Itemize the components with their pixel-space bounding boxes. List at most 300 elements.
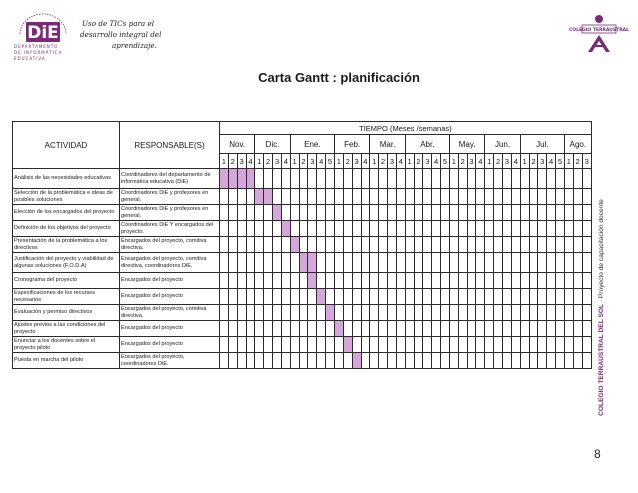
week-number: 1 [405, 154, 414, 169]
gantt-cell [255, 337, 264, 353]
gantt-cell [388, 253, 397, 273]
gantt-cell [396, 273, 405, 289]
gantt-cell [476, 221, 485, 237]
gantt-cell [485, 353, 494, 369]
gantt-cell [511, 221, 520, 237]
gantt-cell [556, 305, 565, 321]
gantt-cell [405, 189, 414, 205]
gantt-cell [290, 337, 299, 353]
gantt-cell [485, 169, 494, 189]
activity-cell: Enunciar a los docentes sobre el proyecto piloto [13, 337, 120, 353]
gantt-cell [343, 353, 352, 369]
gantt-bar-cell [343, 337, 352, 353]
gantt-header-row-1 [13, 122, 592, 135]
gantt-cell [441, 353, 450, 369]
gantt-cell [255, 221, 264, 237]
gantt-cell [326, 237, 335, 253]
week-number: 3 [538, 154, 547, 169]
gantt-cell [564, 189, 573, 205]
gantt-cell [538, 305, 547, 321]
gantt-table [12, 121, 592, 369]
gantt-cell [273, 253, 282, 273]
side-label-school: COLEGIO TERRAUSTRAL DEL SOL [597, 303, 605, 416]
gantt-cell [246, 353, 255, 369]
gantt-cell [220, 221, 229, 237]
gantt-row [13, 273, 592, 289]
gantt-cell [237, 189, 246, 205]
school-logo-text: COLEGIO TERRAUSTRAL [568, 28, 630, 33]
gantt-bar-cell [317, 289, 326, 305]
gantt-cell [317, 169, 326, 189]
gantt-cell [299, 169, 308, 189]
page-number: 8 [594, 447, 601, 461]
gantt-cell [467, 353, 476, 369]
responsible-cell: Encargados del proyecto, comitiva directiva, coordinadores DiE. [120, 253, 220, 273]
gantt-cell [281, 169, 290, 189]
gantt-cell [441, 253, 450, 273]
gantt-cell [308, 221, 317, 237]
activity-cell: Especificaciones de los recursos necesarios [13, 289, 120, 305]
gantt-cell [476, 273, 485, 289]
week-number: 4 [361, 154, 370, 169]
gantt-cell [494, 237, 503, 253]
gantt-cell [246, 273, 255, 289]
gantt-cell [485, 273, 494, 289]
gantt-cell [264, 253, 273, 273]
gantt-cell [485, 237, 494, 253]
gantt-cell [449, 189, 458, 205]
gantt-cell [582, 337, 591, 353]
gantt-cell [273, 289, 282, 305]
gantt-cell [494, 305, 503, 321]
gantt-cell [405, 337, 414, 353]
gantt-cell [511, 337, 520, 353]
gantt-cell [414, 337, 423, 353]
gantt-cell [432, 289, 441, 305]
gantt-cell [441, 305, 450, 321]
week-number: 3 [352, 154, 361, 169]
gantt-cell [529, 237, 538, 253]
gantt-cell [343, 189, 352, 205]
gantt-cell [582, 305, 591, 321]
gantt-cell [352, 221, 361, 237]
gantt-cell [273, 169, 282, 189]
gantt-cell [405, 321, 414, 337]
month-header: Jul. [520, 135, 564, 154]
gantt-cell [467, 337, 476, 353]
gantt-cell [361, 321, 370, 337]
gantt-cell [317, 189, 326, 205]
gantt-cell [520, 189, 529, 205]
week-number: 2 [299, 154, 308, 169]
side-label-project: · Proyecto de capacitación docente [597, 198, 605, 302]
gantt-cell [529, 221, 538, 237]
gantt-cell [467, 321, 476, 337]
gantt-cell [432, 169, 441, 189]
gantt-cell [467, 305, 476, 321]
gantt-cell [290, 305, 299, 321]
gantt-cell [494, 337, 503, 353]
week-number: 2 [494, 154, 503, 169]
gantt-cell [494, 189, 503, 205]
gantt-cell [255, 353, 264, 369]
gantt-cell [334, 305, 343, 321]
gantt-cell [273, 305, 282, 321]
gantt-cell [396, 353, 405, 369]
gantt-cell [582, 237, 591, 253]
gantt-cell [520, 353, 529, 369]
gantt-cell [503, 205, 512, 221]
week-number: 3 [273, 154, 282, 169]
month-header: Nov. [220, 135, 255, 154]
gantt-cell [414, 237, 423, 253]
gantt-cell [388, 189, 397, 205]
time-header: TIEMPO (Meses /semanas) [220, 122, 592, 135]
gantt-cell [352, 273, 361, 289]
gantt-cell [405, 289, 414, 305]
gantt-cell [556, 221, 565, 237]
gantt-bar-cell [246, 169, 255, 189]
gantt-cell [503, 337, 512, 353]
gantt-cell [308, 305, 317, 321]
gantt-cell [220, 321, 229, 337]
month-header: May. [449, 135, 484, 154]
gantt-cell [485, 321, 494, 337]
gantt-cell [388, 289, 397, 305]
week-number: 4 [281, 154, 290, 169]
gantt-cell [467, 253, 476, 273]
activity-header: ACTIVIDAD [13, 122, 120, 169]
gantt-cell [237, 237, 246, 253]
gantt-cell [538, 337, 547, 353]
gantt-cell [299, 205, 308, 221]
gantt-bar-cell [273, 205, 282, 221]
gantt-cell [573, 305, 582, 321]
gantt-cell [379, 221, 388, 237]
gantt-cell [511, 305, 520, 321]
gantt-cell [388, 321, 397, 337]
gantt-cell [538, 273, 547, 289]
gantt-cell [547, 337, 556, 353]
week-number: 2 [379, 154, 388, 169]
gantt-cell [308, 189, 317, 205]
gantt-cell [290, 189, 299, 205]
gantt-cell [396, 321, 405, 337]
gantt-cell [458, 237, 467, 253]
logo-sub-line-3: EDUCATIVA [14, 56, 46, 61]
responsible-cell: Coordinadores DiE y profesores en general. [120, 189, 220, 205]
gantt-bar-cell [228, 169, 237, 189]
gantt-bar-cell [264, 189, 273, 205]
gantt-cell [370, 273, 379, 289]
gantt-cell [556, 337, 565, 353]
week-number: 3 [582, 154, 591, 169]
gantt-cell [573, 253, 582, 273]
gantt-cell [220, 337, 229, 353]
logo-text: DiE [27, 23, 59, 43]
gantt-row [13, 237, 592, 253]
gantt-cell [556, 169, 565, 189]
gantt-cell [573, 289, 582, 305]
gantt-cell [458, 189, 467, 205]
gantt-cell [255, 289, 264, 305]
gantt-cell [326, 221, 335, 237]
week-number: 1 [220, 154, 229, 169]
gantt-cell [379, 289, 388, 305]
week-number: 3 [467, 154, 476, 169]
gantt-cell [334, 253, 343, 273]
month-header: Ene. [290, 135, 334, 154]
gantt-cell [228, 237, 237, 253]
gantt-cell [414, 289, 423, 305]
activity-cell: Elección de los encargados del proyecto [13, 205, 120, 221]
gantt-cell [317, 273, 326, 289]
week-number: 4 [246, 154, 255, 169]
week-number: 1 [449, 154, 458, 169]
gantt-cell [432, 305, 441, 321]
gantt-cell [388, 221, 397, 237]
week-number: 2 [529, 154, 538, 169]
gantt-cell [441, 289, 450, 305]
responsible-cell: Encargados del proyecto [120, 273, 220, 289]
gantt-cell [228, 337, 237, 353]
gantt-cell [547, 321, 556, 337]
gantt-cell [449, 321, 458, 337]
gantt-cell [237, 305, 246, 321]
gantt-cell [467, 221, 476, 237]
activity-cell: Análisis de las necesidades educativas [13, 169, 120, 189]
gantt-cell [520, 289, 529, 305]
gantt-cell [458, 273, 467, 289]
gantt-cell [449, 353, 458, 369]
motto-line: aprendizaje. [112, 41, 157, 50]
gantt-bar-cell [308, 273, 317, 289]
gantt-cell [538, 321, 547, 337]
gantt-cell [503, 221, 512, 237]
gantt-cell [511, 321, 520, 337]
gantt-cell [573, 221, 582, 237]
gantt-cell [228, 353, 237, 369]
gantt-cell [414, 253, 423, 273]
gantt-cell [538, 353, 547, 369]
week-number: 2 [414, 154, 423, 169]
gantt-cell [388, 273, 397, 289]
gantt-cell [334, 273, 343, 289]
gantt-cell [441, 337, 450, 353]
gantt-cell [432, 189, 441, 205]
gantt-cell [273, 189, 282, 205]
week-number: 3 [308, 154, 317, 169]
gantt-cell [547, 305, 556, 321]
gantt-cell [538, 253, 547, 273]
gantt-cell [237, 253, 246, 273]
gantt-cell [405, 221, 414, 237]
gantt-cell [388, 169, 397, 189]
gantt-cell [228, 321, 237, 337]
gantt-cell [334, 337, 343, 353]
week-number: 1 [485, 154, 494, 169]
week-number: 4 [547, 154, 556, 169]
responsible-cell: Encargados del proyecto [120, 321, 220, 337]
gantt-cell [449, 205, 458, 221]
responsible-cell: Coordinadores DiE y profesores en general. [120, 205, 220, 221]
gantt-bar-cell [255, 189, 264, 205]
week-number: 1 [290, 154, 299, 169]
gantt-cell [458, 205, 467, 221]
gantt-cell [511, 237, 520, 253]
gantt-cell [511, 169, 520, 189]
gantt-cell [361, 189, 370, 205]
gantt-cell [255, 237, 264, 253]
gantt-cell [573, 237, 582, 253]
gantt-cell [246, 337, 255, 353]
gantt-cell [423, 189, 432, 205]
gantt-cell [441, 221, 450, 237]
gantt-cell [582, 205, 591, 221]
activity-cell: Evaluación y permiso directivos [13, 305, 120, 321]
gantt-cell [343, 205, 352, 221]
gantt-cell [396, 221, 405, 237]
week-number: 2 [264, 154, 273, 169]
gantt-cell [414, 321, 423, 337]
gantt-cell [326, 205, 335, 221]
gantt-cell [582, 169, 591, 189]
gantt-cell [503, 305, 512, 321]
gantt-cell [308, 237, 317, 253]
gantt-cell [414, 353, 423, 369]
gantt-cell [432, 337, 441, 353]
gantt-cell [405, 169, 414, 189]
gantt-cell [220, 205, 229, 221]
gantt-cell [511, 273, 520, 289]
gantt-cell [494, 221, 503, 237]
gantt-cell [458, 169, 467, 189]
gantt-cell [396, 189, 405, 205]
gantt-cell [520, 237, 529, 253]
gantt-cell [308, 289, 317, 305]
week-number: 2 [343, 154, 352, 169]
gantt-cell [564, 205, 573, 221]
gantt-cell [379, 253, 388, 273]
gantt-cell [326, 337, 335, 353]
gantt-cell [405, 273, 414, 289]
gantt-cell [281, 305, 290, 321]
gantt-cell [564, 253, 573, 273]
gantt-cell [273, 353, 282, 369]
gantt-cell [352, 321, 361, 337]
gantt-cell [281, 337, 290, 353]
gantt-cell [281, 189, 290, 205]
month-header: Mar. [370, 135, 405, 154]
gantt-cell [379, 337, 388, 353]
gantt-cell [326, 321, 335, 337]
gantt-cell [547, 205, 556, 221]
gantt-cell [529, 337, 538, 353]
gantt-cell [449, 221, 458, 237]
gantt-cell [503, 289, 512, 305]
gantt-cell [370, 289, 379, 305]
gantt-cell [370, 253, 379, 273]
gantt-cell [370, 337, 379, 353]
gantt-cell [246, 237, 255, 253]
gantt-cell [281, 289, 290, 305]
gantt-cell [582, 321, 591, 337]
gantt-cell [458, 337, 467, 353]
gantt-cell [529, 253, 538, 273]
activity-cell: Ajustes previos a las condiciones del proyecto [13, 321, 120, 337]
week-number: 3 [503, 154, 512, 169]
gantt-cell [396, 253, 405, 273]
gantt-cell [449, 273, 458, 289]
gantt-cell [458, 253, 467, 273]
gantt-cell [361, 353, 370, 369]
gantt-cell [423, 273, 432, 289]
gantt-cell [476, 253, 485, 273]
gantt-cell [361, 237, 370, 253]
gantt-cell [441, 321, 450, 337]
gantt-cell [423, 253, 432, 273]
gantt-cell [308, 337, 317, 353]
gantt-cell [582, 253, 591, 273]
gantt-cell [432, 205, 441, 221]
gantt-cell [467, 189, 476, 205]
gantt-cell [476, 169, 485, 189]
gantt-bar-cell [237, 169, 246, 189]
week-number: 1 [334, 154, 343, 169]
gantt-row [13, 321, 592, 337]
gantt-cell [476, 237, 485, 253]
gantt-cell [273, 237, 282, 253]
gantt-cell [326, 353, 335, 369]
gantt-cell [573, 353, 582, 369]
gantt-cell [396, 289, 405, 305]
gantt-cell [379, 169, 388, 189]
gantt-cell [264, 305, 273, 321]
gantt-cell [564, 305, 573, 321]
gantt-cell [299, 221, 308, 237]
gantt-cell [343, 289, 352, 305]
gantt-cell [396, 237, 405, 253]
gantt-cell [423, 205, 432, 221]
gantt-cell [503, 273, 512, 289]
gantt-cell [220, 289, 229, 305]
gantt-cell [503, 253, 512, 273]
week-number: 5 [326, 154, 335, 169]
gantt-row [13, 305, 592, 321]
gantt-cell [467, 205, 476, 221]
gantt-cell [379, 237, 388, 253]
gantt-cell [255, 305, 264, 321]
gantt-cell [370, 169, 379, 189]
gantt-cell [308, 205, 317, 221]
gantt-cell [220, 305, 229, 321]
gantt-cell [432, 237, 441, 253]
gantt-cell [255, 205, 264, 221]
gantt-cell [334, 189, 343, 205]
gantt-cell [334, 353, 343, 369]
week-number: 1 [564, 154, 573, 169]
gantt-cell [423, 289, 432, 305]
gantt-cell [458, 289, 467, 305]
gantt-cell [511, 289, 520, 305]
gantt-cell [423, 321, 432, 337]
gantt-cell [273, 273, 282, 289]
gantt-cell [264, 237, 273, 253]
gantt-cell [414, 221, 423, 237]
week-number: 5 [556, 154, 565, 169]
week-number: 4 [396, 154, 405, 169]
gantt-cell [370, 321, 379, 337]
